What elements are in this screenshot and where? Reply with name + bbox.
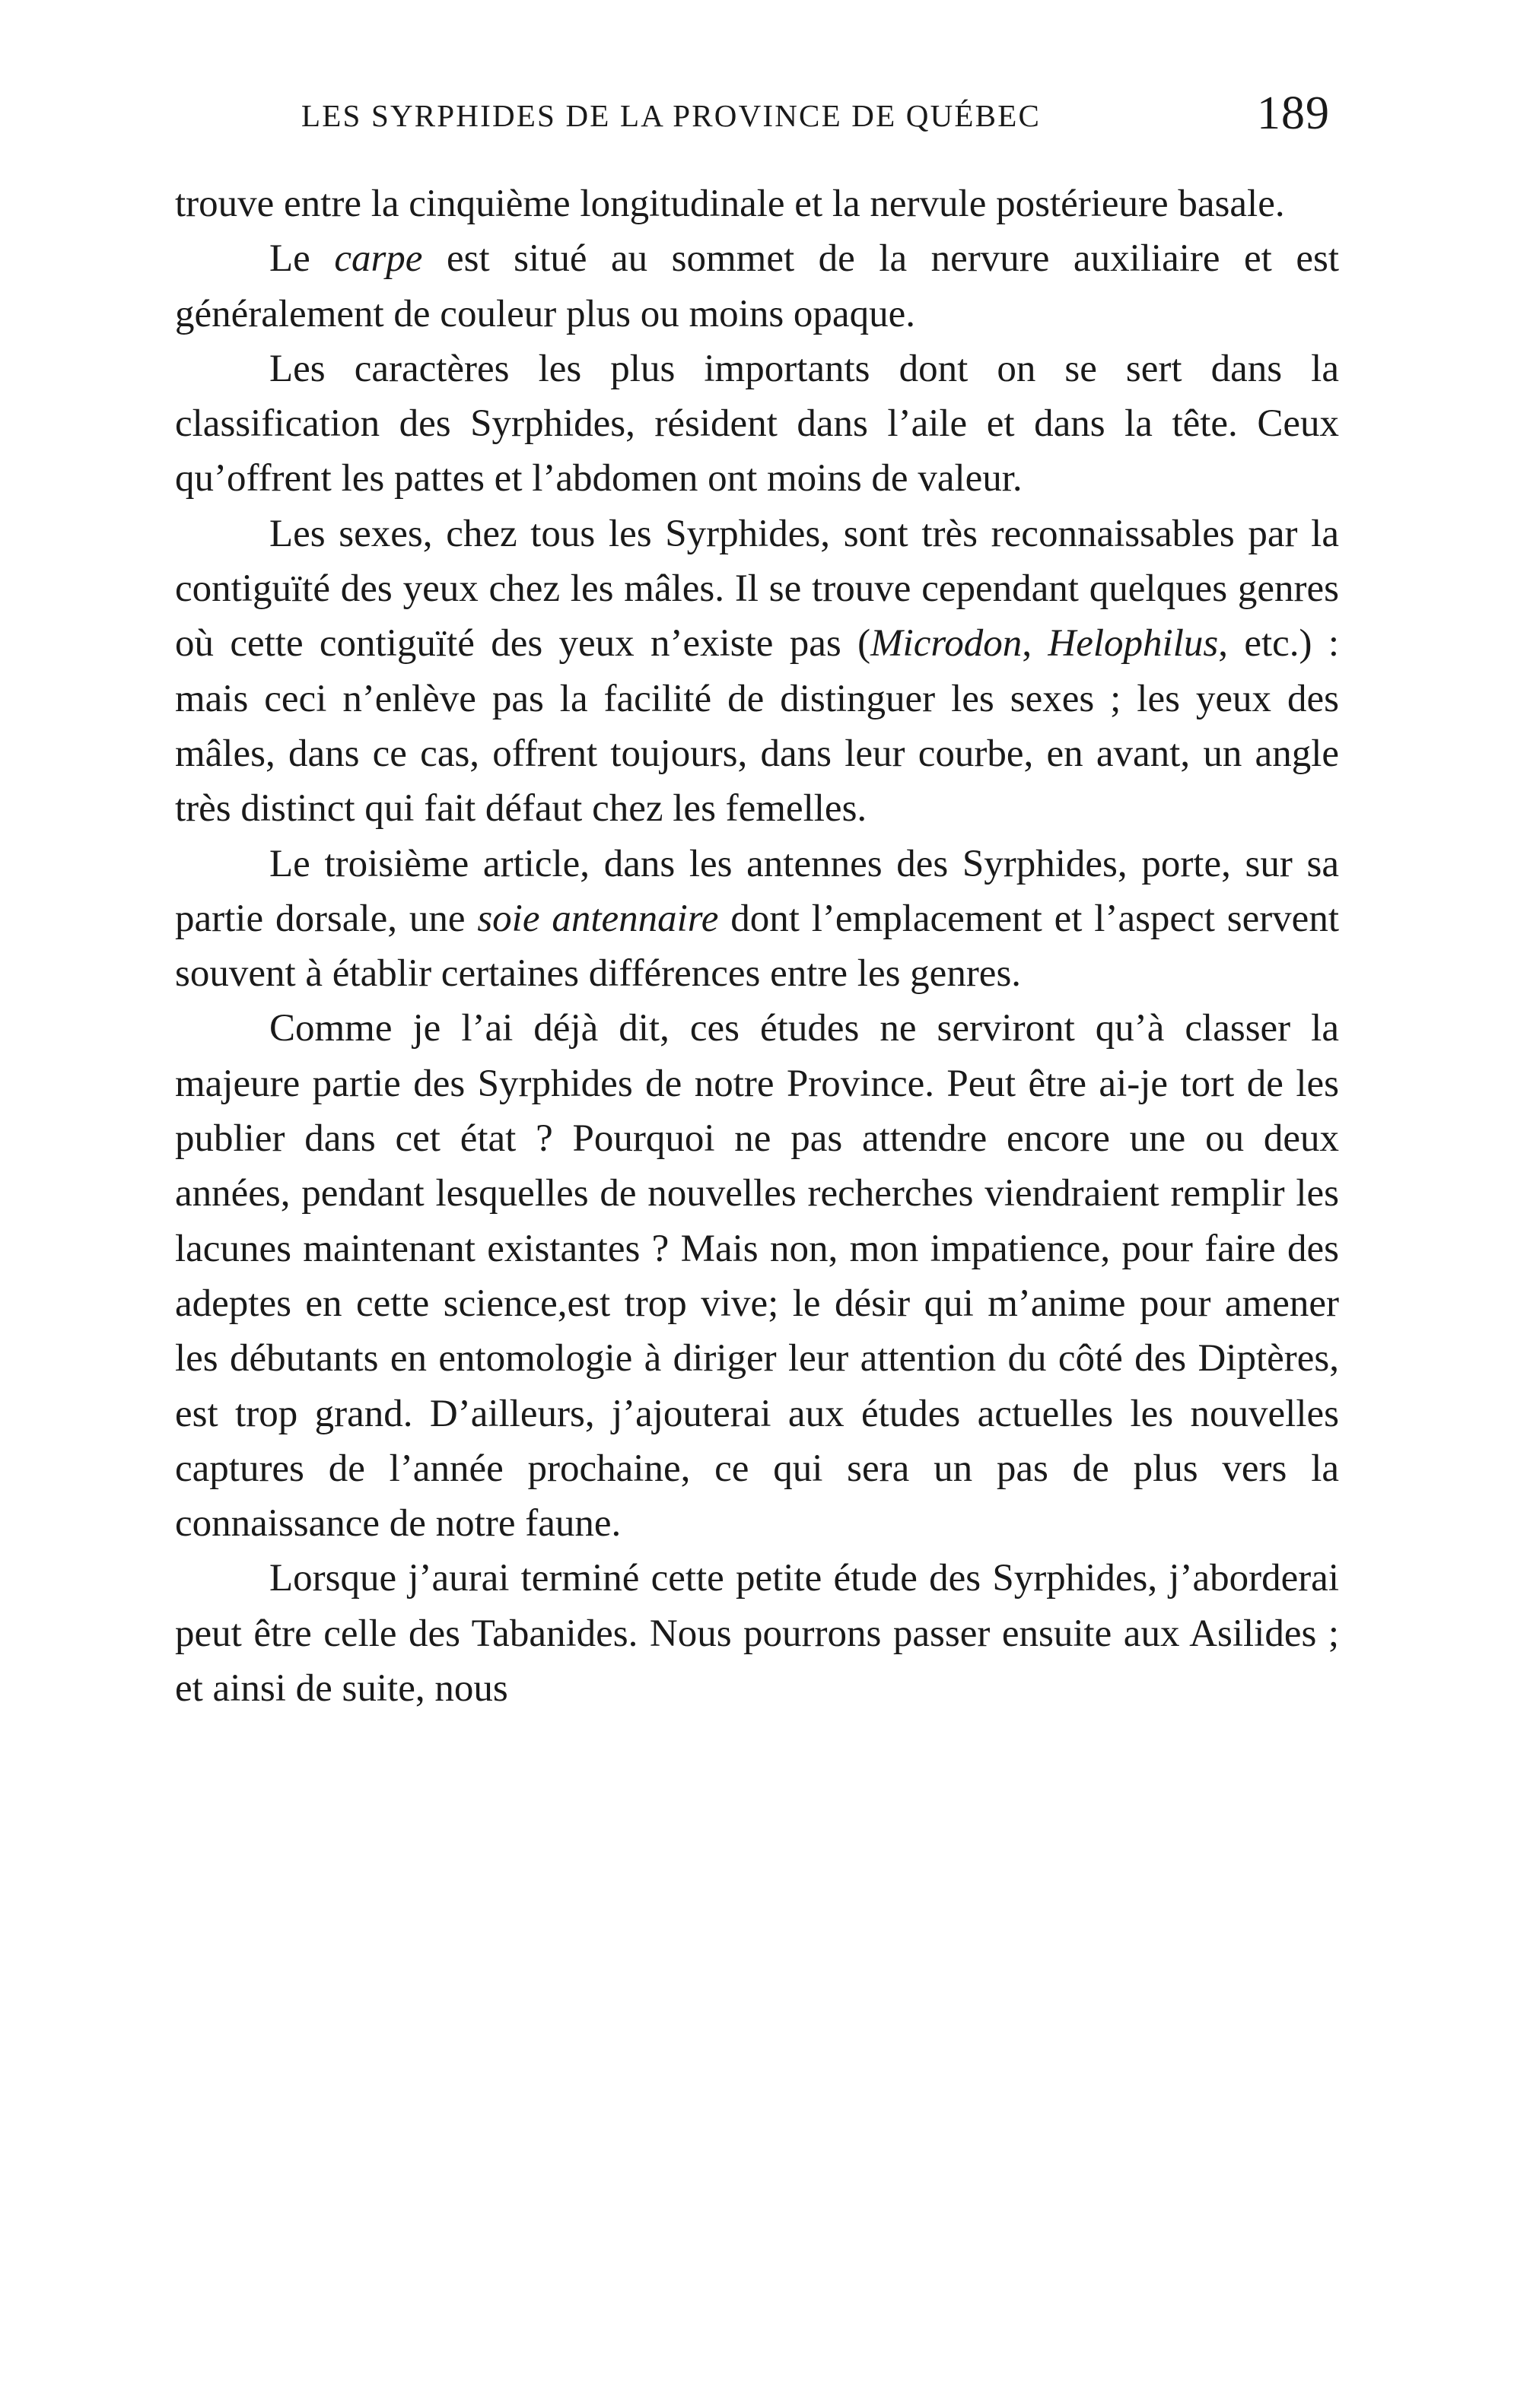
paragraph-2-after: est situé au sommet de la nervure auxiliaire et est généralement de couleur plus ou moins opaque. (175, 237, 1340, 335)
body-text (175, 176, 1339, 1716)
paragraph-4-separator: , (1022, 622, 1048, 666)
page-header (301, 87, 1330, 158)
genus-helophilus: Helophilus (1048, 622, 1219, 666)
term-soie-antennaire: soie antennaire (477, 897, 719, 940)
paragraph-7: Lorsque j’aurai terminé cette petite étude des Syrphides, j’aborderai peut être celle des Tabanides. Nous pourrons passer ensuite aux Asilides ; et ainsi de suite, nous (175, 1557, 1339, 1711)
paragraph-4-before: Les sexes, chez tous les Syrphides, sont très reconnaissables par la contiguïté des yeux chez les mâles. Il se trouve cependant quelques genres où cette contiguïté des yeux n’existe pas ( (175, 512, 1339, 666)
paragraph-3: Les caractères les plus importants dont on se sert dans la classification des Syrphides, résident dans l’aile et dans la tête. Ceux qu’offrent les pattes et l’abdomen ont moins de valeur. (175, 347, 1339, 500)
paragraph-2 (175, 231, 1339, 342)
paragraph-4 (175, 507, 1339, 837)
paragraph-5-after: dont l’emplacement et l’aspect servent souvent à établir certaines différences entre les genres. (175, 897, 1339, 996)
page-number: 189 (1257, 87, 1330, 139)
paragraph-5 (175, 837, 1339, 1002)
running-title: LES SYRPHIDES DE LA PROVINCE DE QUÉBEC (301, 98, 1041, 133)
paragraph-6: Comme je l’ai déjà dit, ces études ne serviront qu’à classer la majeure partie des Syrphides de notre Province. Peut être ai-je tort de les publier dans cet état ? Pourquoi ne pas attendre encore une ou deux années, pendant lesquelles de nouvelles recherches viendraient remplir les lacunes maintenant existantes ? Mais non, mon impatience, pour faire des adeptes en cette science,est trop vive; le désir qui m’anime pour amener les débutants en entomologie à diriger leur attention du côté des Diptères, est trop grand. D’ailleurs, j’ajouterai aux études actuelles les nouvelles captures de l’année prochaine, ce qui sera un pas de plus vers la connaissance de notre faune. (175, 1007, 1339, 1546)
term-carpe: carpe (334, 237, 423, 281)
paragraph-2-before: Le (269, 237, 335, 281)
paragraph-4-after: , etc.) : mais ceci n’enlève pas la facilité de distinguer les sexes ; les yeux des mâles, dans ce cas, offrent toujours, dans leur courbe, en avant, un angle très distinct qui fait défaut chez les femelles. (175, 622, 1339, 831)
genus-microdon: Microdon (870, 622, 1023, 666)
paragraph-1: trouve entre la cinquième longitudinale et la nervule postérieure basale. (175, 183, 1285, 225)
paragraph-5-before: Le troisième article, dans les antennes des Syrphides, porte, sur sa partie dorsale, une (175, 842, 1339, 940)
